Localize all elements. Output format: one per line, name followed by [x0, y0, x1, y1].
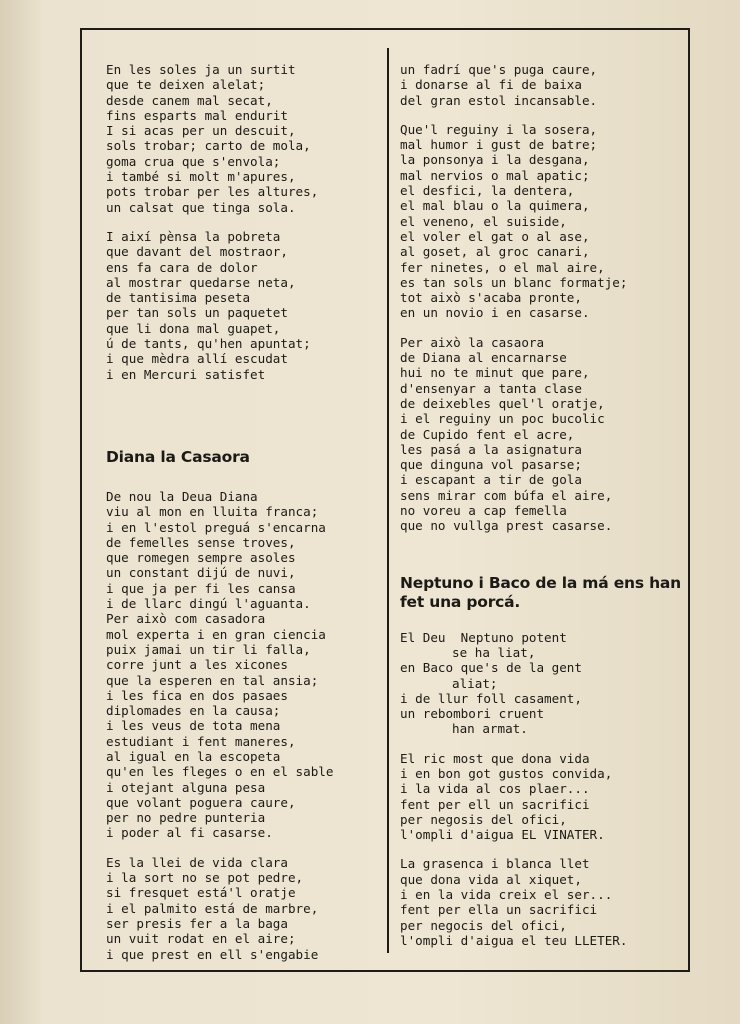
verse-line: en un novio i en casarse.	[400, 305, 590, 321]
verse-line: de Diana al encarnarse	[400, 350, 567, 366]
verse-line: el voler el gat o al ase,	[400, 228, 590, 244]
verse-line: han armat.	[452, 721, 528, 737]
verse-line: Per això la casaora	[400, 334, 545, 350]
stanza	[106, 229, 376, 382]
verse-line: diplomades en la causa;	[106, 703, 281, 719]
verse-line: que la esperen en tal ansia;	[106, 672, 319, 688]
verse-line: un calsat que tinga sola.	[106, 199, 296, 215]
verse-line: i otejant alguna pesa	[106, 779, 266, 795]
verse-line: fins esparts mal endurit	[106, 107, 288, 123]
verse-line: un constant dijú de nuvi,	[106, 565, 296, 581]
stanza	[400, 856, 682, 948]
verse-line: En les soles ja un surtit	[106, 62, 296, 77]
verse-line: del gran estol incansable.	[400, 92, 598, 108]
verse-line: Que'l reguiny i la sosera,	[400, 121, 598, 137]
verse-line: al mostrar quedarse neta,	[106, 274, 296, 290]
verse-line: que dinguna vol pasarse;	[400, 457, 582, 473]
stanza	[106, 62, 376, 215]
stanza	[106, 489, 376, 841]
verse-line: i de llur foll casament,	[400, 690, 582, 706]
verse-line: i les veus de tota mena	[106, 718, 281, 734]
verse-line: i el palmito está de marbre,	[106, 900, 319, 916]
poem-diana-continued	[400, 62, 682, 534]
verse-line: ú de tants, qu'hen apuntat;	[106, 336, 311, 352]
verse-line: que davant del mostraor,	[106, 244, 288, 260]
verse-line: La grasenca i blanca llet	[400, 856, 590, 872]
poem-shop	[106, 62, 376, 382]
poem-title-neptuno: Neptuno i Baco de la má ens han fet una porcá.	[400, 573, 681, 611]
verse-line: mal humor i gust de batre;	[400, 137, 598, 153]
verse-line: desde canem mal secat,	[106, 92, 273, 108]
verse-line: fent per ella un sacrifici	[400, 902, 598, 918]
verse-line: i el reguiny un poc bucolic	[400, 411, 605, 427]
verse-line: un vuit rodat en el aire;	[106, 931, 296, 947]
verse-line: l'ompli d'aigua EL VINATER.	[400, 827, 605, 843]
verse-line: i poder al fi casarse.	[106, 825, 273, 841]
right-column	[400, 62, 682, 962]
verse-line: i la sort no se pot pedre,	[106, 870, 304, 886]
stanza	[400, 751, 682, 843]
verse-line: per negocis del ofici,	[400, 917, 567, 933]
verse-line: i en bon got gustos convida,	[400, 765, 613, 781]
verse-line: El Deu Neptuno potent	[400, 629, 567, 645]
verse-line: la ponsonya i la desgana,	[400, 152, 590, 168]
verse-line: aliat;	[452, 675, 498, 691]
verse-line: hui no te minut que pare,	[400, 365, 590, 381]
verse-line: i en l'estol preguá s'encarna	[106, 519, 326, 535]
left-column	[106, 62, 376, 976]
verse-line: de deixebles quel'l oratje,	[400, 395, 605, 411]
verse-line: un rebombori cruent	[400, 706, 545, 722]
verse-line: per negosis del ofici,	[400, 811, 567, 827]
poem-neptuno	[400, 630, 682, 949]
stanza	[400, 122, 682, 321]
poem-diana	[106, 489, 376, 962]
verse-line: Per això com casadora	[106, 611, 266, 627]
verse-line: tot això s'acaba pronte,	[400, 290, 582, 306]
poem-title-diana: Diana la Casaora	[106, 447, 250, 466]
verse-line: d'ensenyar a tanta clase	[400, 380, 582, 396]
stanza	[400, 62, 682, 108]
verse-line: i donarse al fi de baixa	[400, 77, 582, 93]
verse-line: goma crua que s'envola;	[106, 153, 281, 169]
verse-line: estudiant i fent maneres,	[106, 733, 296, 749]
verse-line: i escapant a tir de gola	[400, 472, 582, 488]
verse-line: les pasá a la asignatura	[400, 441, 582, 457]
verse-line: que li dona mal guapet,	[106, 320, 281, 336]
stanza	[106, 855, 376, 962]
verse-line: fent per ell un sacrifici	[400, 796, 590, 812]
verse-line: sens mirar com búfa el aire,	[400, 487, 613, 503]
verse-line: el veneno, el suiside,	[400, 213, 567, 229]
verse-line: de femelles sense troves,	[106, 534, 296, 550]
verse-line: ens fa cara de dolor	[106, 259, 258, 275]
verse-line: que no vullga prest casarse.	[400, 518, 613, 534]
verse-line: I si acas per un descuit,	[106, 123, 296, 139]
verse-line: que te deixen alelat;	[106, 77, 266, 93]
stanza	[400, 335, 682, 534]
verse-line: per no pedre punteria	[106, 810, 266, 826]
verse-line: i de llarc dingú l'aguanta.	[106, 596, 311, 612]
verse-line: ser presis fer a la baga	[106, 915, 288, 931]
verse-line: mal nervios o mal apatic;	[400, 167, 590, 183]
verse-line: puix jamai un tir li falla,	[106, 641, 311, 657]
verse-line: el mal blau o la quimera,	[400, 198, 590, 214]
verse-line: De nou la Deua Diana	[106, 488, 258, 504]
verse-line: es tan sols un blanc formatje;	[400, 274, 628, 290]
verse-line: un fadrí que's puga caure,	[400, 62, 598, 77]
verse-line: el desfici, la dentera,	[400, 183, 575, 199]
stanza	[400, 630, 682, 737]
verse-line: que dona vida al xiquet,	[400, 871, 582, 887]
verse-line: que volant poguera caure,	[106, 794, 296, 810]
verse-line: viu al mon en lluita franca;	[106, 504, 319, 520]
verse-line: si fresquet está'l oratje	[106, 885, 296, 901]
verse-line: pots trobar per les altures,	[106, 184, 319, 200]
verse-line: mol experta i en gran ciencia	[106, 626, 326, 642]
verse-line: El ric most que dona vida	[400, 750, 590, 766]
verse-line: i que ja per fi les cansa	[106, 580, 296, 596]
verse-line: al igual en la escopeta	[106, 748, 281, 764]
verse-line: sols trobar; carto de mola,	[106, 138, 311, 154]
verse-line: de Cupido fent el acre,	[400, 426, 575, 442]
verse-line: qu'en les fleges o en el sable	[106, 764, 334, 780]
verse-line: l'ompli d'aigua el teu LLETER.	[400, 932, 628, 948]
verse-line: se ha liat,	[452, 644, 536, 660]
column-divider	[387, 48, 389, 953]
verse-line: i que prest en ell s'engabie	[106, 946, 319, 962]
verse-line: per tan sols un paquetet	[106, 305, 288, 321]
verse-line: i les fica en dos pasaes	[106, 687, 288, 703]
page-frame	[80, 28, 690, 972]
verse-line: i també si molt m'apures,	[106, 169, 296, 185]
verse-line: no voreu a cap femella	[400, 503, 567, 519]
verse-line: i que mèdra allí escudat	[106, 351, 288, 367]
verse-line: que romegen sempre asoles	[106, 550, 296, 566]
verse-line: fer ninetes, o el mal aire,	[400, 259, 605, 275]
verse-line: i en la vida creix el ser...	[400, 887, 613, 903]
verse-line: i la vida al cos plaer...	[400, 781, 590, 797]
verse-line: I així pènsa la pobreta	[106, 228, 281, 244]
verse-line: Es la llei de vida clara	[106, 854, 288, 870]
verse-line: de tantisima peseta	[106, 290, 251, 306]
verse-line: al goset, al groc canari,	[400, 244, 590, 260]
verse-line: corre junt a les xicones	[106, 657, 288, 673]
verse-line: en Baco que's de la gent	[400, 660, 582, 676]
verse-line: i en Mercuri satisfet	[106, 366, 266, 382]
